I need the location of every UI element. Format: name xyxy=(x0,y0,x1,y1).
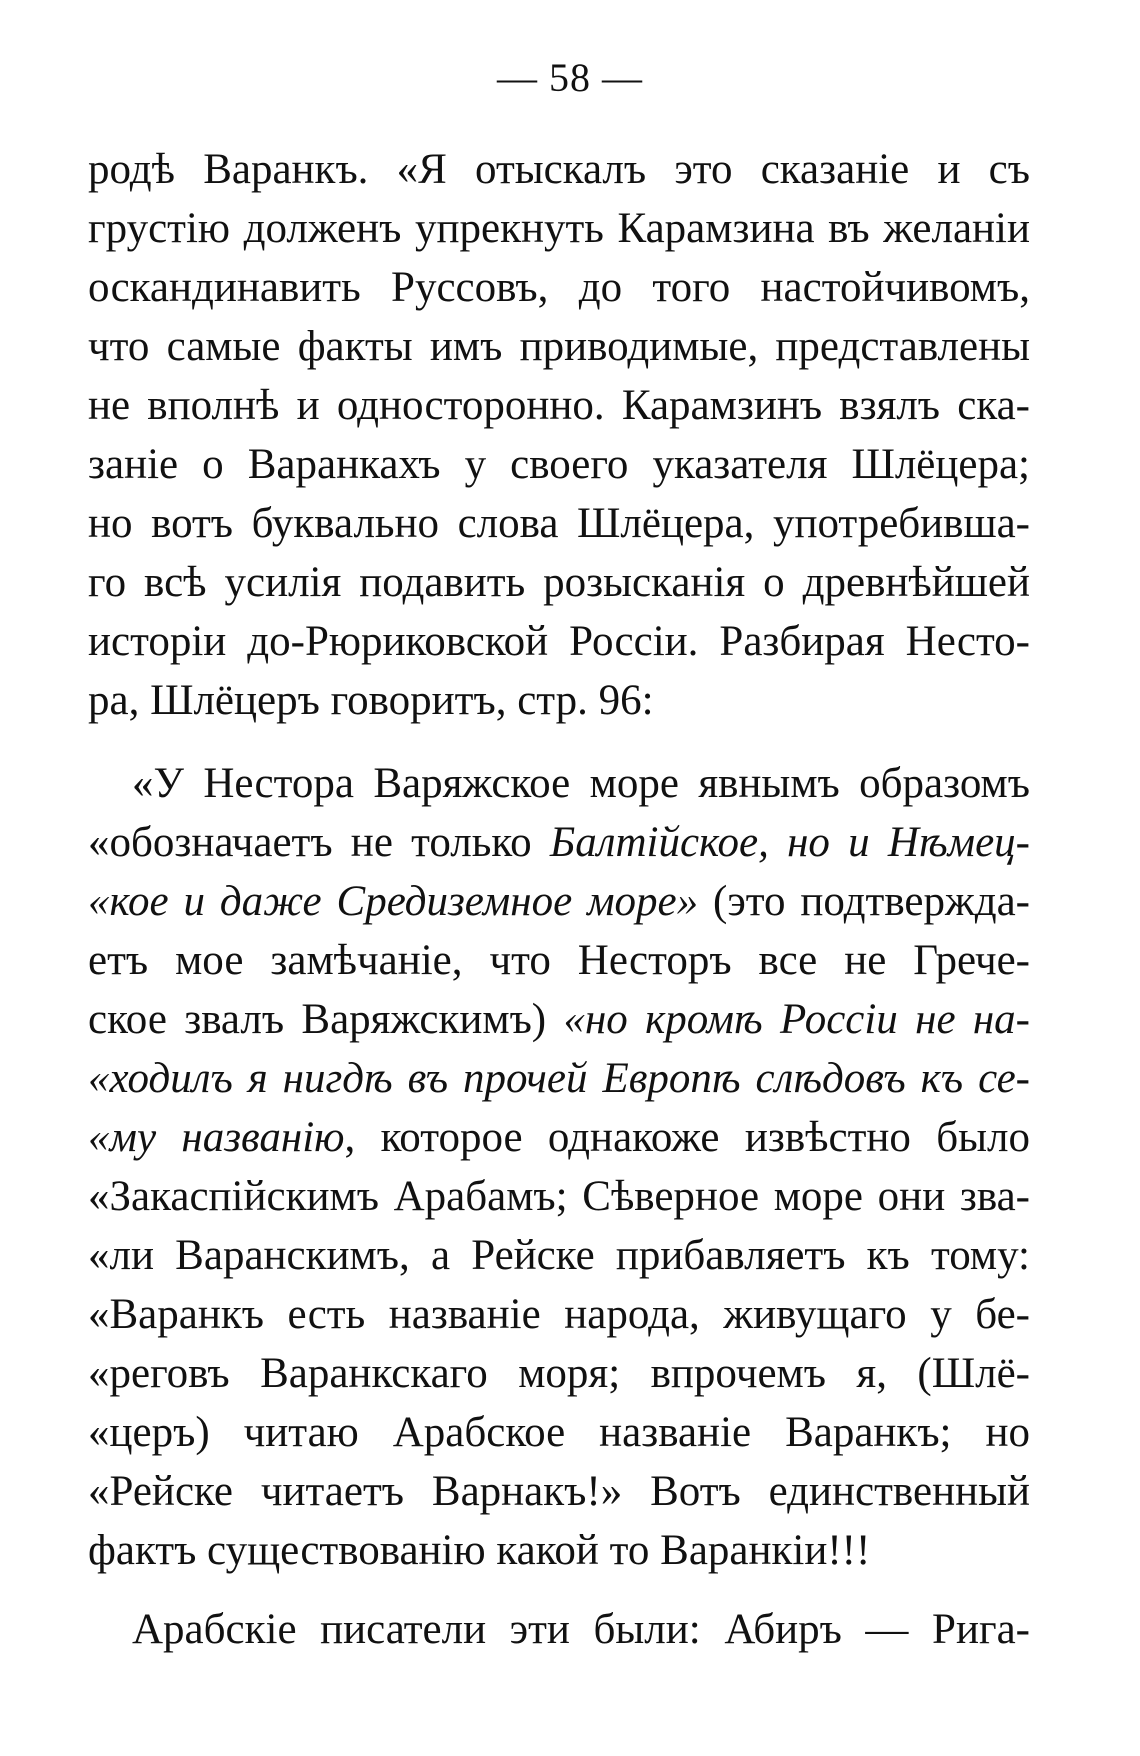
text-line: «Варанкъ есть названіе народа, живущаго у бе- xyxy=(88,1291,1030,1338)
text-line xyxy=(88,872,1030,931)
text-line: Арабскіе писатели эти были: Абиръ — Рига- xyxy=(132,1606,1030,1653)
text-line: го всѣ усилія подавить розысканія о древнѣйшей xyxy=(88,559,1030,606)
text-line: «Закаспійскимъ Арабамъ; Сѣверное море они зва- xyxy=(88,1173,1030,1220)
italic-text: «но кромѣ Россіи не на- xyxy=(563,996,1030,1043)
text-line: что самые факты имъ приводимые, представлены xyxy=(88,323,1030,370)
text-line: «ли Варанскимъ, а Рейске прибавляетъ къ тому: xyxy=(88,1232,1030,1279)
text-span: ское звалъ Варяжскимъ) xyxy=(88,996,564,1043)
text-line xyxy=(88,1108,1030,1167)
italic-text: «ходилъ я нигдѣ въ прочей Европѣ слѣдовъ къ се- xyxy=(88,1055,1030,1102)
text-line: родѣ Варанкъ. «Я отыскалъ это сказаніе и съ xyxy=(88,146,1030,193)
text-span: , которое однакоже извѣстно было xyxy=(344,1114,1030,1161)
paragraph-1 xyxy=(88,140,1030,730)
text-line: не вполнѣ и односторонно. Карамзинъ взялъ ска- xyxy=(88,382,1030,429)
text-line: заніе о Варанкахъ у своего указателя Шлёцера; xyxy=(88,441,1030,488)
text-line: «Рейске читаетъ Варнакъ!» Вотъ единственный xyxy=(88,1468,1030,1515)
text-span: (это подтвержда- xyxy=(698,878,1030,925)
text-line: «реговъ Варанкскаго моря; впрочемъ я, (Шлё- xyxy=(88,1350,1030,1397)
text-line: «У Нестора Варяжское море явнымъ образомъ xyxy=(132,760,1030,807)
italic-text: «кое и даже Средиземное море» xyxy=(88,878,699,925)
paragraph-3 xyxy=(88,1600,1030,1659)
text-line xyxy=(88,990,1030,1049)
italic-text: «му названію xyxy=(88,1114,345,1161)
text-line xyxy=(88,1049,1030,1108)
text-line: но вотъ буквально слова Шлёцера, употребивша- xyxy=(88,500,1030,547)
text-line: фактъ существованію какой то Варанкіи!!! xyxy=(88,1527,871,1574)
text-line: ра, Шлёцеръ говоритъ, стр. 96: xyxy=(88,677,654,724)
text-line xyxy=(88,813,1030,872)
page-number: — 58 — xyxy=(497,55,643,100)
text-line: грустію долженъ упрекнуть Карамзина въ желаніи xyxy=(88,205,1030,252)
text-line: етъ мое замѣчаніе, что Несторъ все не Грече- xyxy=(88,937,1030,984)
text-span: «обозначаетъ не только xyxy=(88,819,550,866)
quoted-passage xyxy=(88,754,1030,1580)
text-line: исторіи до-Рюриковской Россіи. Разбирая Несто- xyxy=(88,618,1030,665)
italic-text: Балтійское, но и Нѣмец- xyxy=(549,819,1030,866)
text-line: оскандинавить Руссовъ, до того настойчивомъ, xyxy=(88,264,1030,311)
text-line: «церъ) читаю Арабское названіе Варанкъ; но xyxy=(88,1409,1030,1456)
